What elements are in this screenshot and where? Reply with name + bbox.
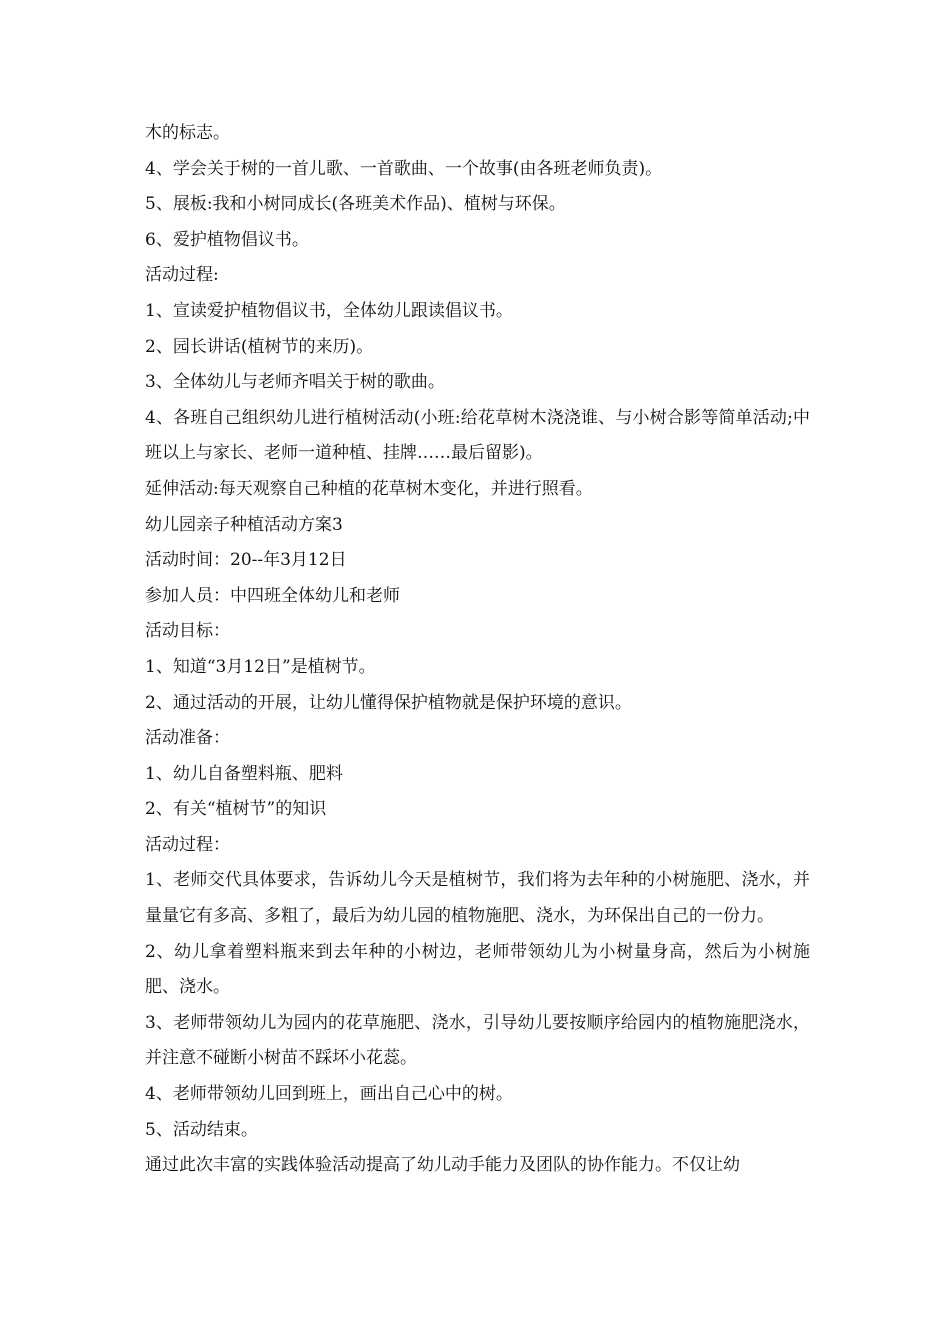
paragraph: 1、幼儿自备塑料瓶、肥料 (145, 763, 343, 784)
paragraph: 活动时间：20--年3月12日 (145, 550, 347, 571)
paragraph: 5、展板:我和小树同成长(各班美术作品)、植树与环保。 (145, 194, 566, 215)
plan-title: 幼儿园亲子种植活动方案3 (145, 514, 343, 535)
paragraph: 3、老师带领幼儿为园内的花草施肥、浇水，引导幼儿要按顺序给园内的植物施肥浇水，并注意不碰断小树苗不踩坏小花蕊。 (145, 1012, 810, 1069)
section-heading: 活动过程: (145, 265, 219, 286)
paragraph: 2、园长讲话(植树节的来历)。 (145, 336, 374, 357)
paragraph: 4、学会关于树的一首儿歌、一首歌曲、一个故事(由各班老师负责)。 (145, 158, 663, 179)
paragraph: 6、爱护植物倡议书。 (145, 229, 309, 250)
document-body (145, 116, 810, 1184)
paragraph: 1、知道“3月12日”是植树节。 (145, 656, 376, 677)
paragraph: 1、宣读爱护植物倡议书，全体幼儿跟读倡议书。 (145, 300, 513, 321)
paragraph: 延伸活动:每天观察自己种植的花草树木变化，并进行照看。 (145, 478, 593, 499)
paragraph: 参加人员：中四班全体幼儿和老师 (145, 585, 400, 606)
paragraph: 4、老师带领幼儿回到班上，画出自己心中的树。 (145, 1084, 513, 1105)
paragraph: 2、幼儿拿着塑料瓶来到去年种的小树边，老师带领幼儿为小树量身高，然后为小树施肥、浇水。 (145, 941, 810, 998)
paragraph: 木的标志。 (145, 123, 230, 143)
paragraph: 3、全体幼儿与老师齐唱关于树的歌曲。 (145, 372, 445, 393)
paragraph: 5、活动结束。 (145, 1119, 258, 1140)
section-heading: 活动过程： (145, 834, 230, 855)
section-heading: 活动准备： (145, 728, 230, 749)
paragraph: 2、通过活动的开展，让幼儿懂得保护植物就是保护环境的意识。 (145, 692, 632, 713)
paragraph: 通过此次丰富的实践体验活动提高了幼儿动手能力及团队的协作能力。不仅让幼 (145, 1155, 740, 1176)
paragraph: 2、有关“植树节”的知识 (145, 799, 327, 820)
paragraph: 4、各班自己组织幼儿进行植树活动(小班:给花草树木浇浇谁、与小树合影等简单活动;中班以上与家长、老师一道种植、挂牌……最后留影)。 (145, 407, 810, 464)
paragraph: 1、老师交代具体要求，告诉幼儿今天是植树节，我们将为去年种的小树施肥、浇水，并量量它有多高、多粗了，最后为幼儿园的植物施肥、浇水，为环保出自己的一份力。 (145, 870, 810, 927)
section-heading: 活动目标： (145, 621, 230, 642)
